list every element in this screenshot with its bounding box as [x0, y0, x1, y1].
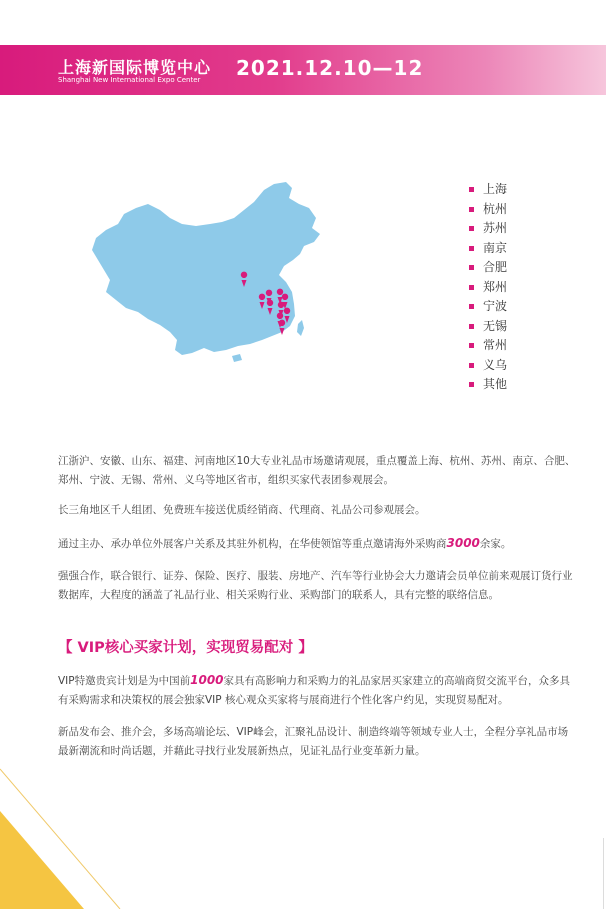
text-segment: VIP特邀贵宾计划是为中国前 — [58, 675, 191, 687]
city-label: 南京 — [483, 240, 508, 255]
square-bullet-icon — [469, 187, 474, 192]
venue-name-cn: 上海新国际博览中心 — [58, 58, 212, 77]
square-bullet-icon — [469, 382, 474, 387]
text-segment: 通过主办、承办单位外展客户关系及其驻外机构，在华使领馆等重点邀请海外采购商 — [58, 538, 447, 550]
list-item — [469, 278, 507, 298]
city-label: 郑州 — [483, 279, 508, 294]
edge-divider — [603, 838, 604, 909]
list-item — [469, 356, 507, 376]
city-label: 其他 — [483, 377, 508, 391]
square-bullet-icon — [469, 226, 474, 231]
text-segment: 余家。 — [479, 538, 512, 550]
square-bullet-icon — [469, 304, 474, 309]
list-item — [469, 180, 507, 200]
china-map-icon — [86, 180, 334, 364]
list-item — [469, 375, 507, 395]
paragraph-vip-program — [58, 671, 578, 710]
city-label: 宁波 — [483, 299, 508, 313]
paragraph-partnerships: 强强合作，联合银行、证券、保险、医疗、服装、房地产、汽车等行业协会大力邀请会员单位前来观展订货行业数据库，大程度的涵盖了礼品行业、相关采购行业、采购部门的联系人，具有完整的联络信息。 — [58, 570, 573, 601]
square-bullet-icon — [469, 363, 474, 368]
text-segment: 家具有高影响力和采购力的礼品家居买家建立的高端商贸交流平台，众多具有采购需求和决策权的展会独家VIP 核心观众买家将与展商进行个性化客户约见，实现贸易配对。 — [58, 675, 571, 706]
city-label: 苏州 — [483, 221, 508, 235]
venue-name-en: Shanghai New International Expo Center — [58, 76, 201, 84]
square-bullet-icon — [469, 265, 474, 270]
city-list — [469, 180, 507, 395]
section-title: 【 VIP核心买家计划，实现贸易配对 】 — [58, 640, 313, 656]
paragraph-group-tours: 长三角地区千人组团、免费班车接送优质经销商、代理商、礼品公司参观展会。 — [58, 504, 426, 516]
list-item — [469, 297, 507, 317]
paragraph-events: 新品发布会、推介会，多场高端论坛、VIP峰会，汇聚礼品设计、制造终端等领域专业人士，全程分享礼品市场最新潮流和时尚话题，并藉此寻找行业发展新热点，见证礼品行业变革新力量。 — [58, 726, 569, 757]
yellow-triangle-shape — [0, 811, 84, 909]
hainan-island-shape — [232, 354, 242, 362]
list-item — [469, 258, 507, 278]
city-label: 上海 — [483, 182, 508, 196]
city-label: 杭州 — [483, 201, 508, 216]
header-banner — [0, 45, 606, 95]
paragraph-regional-invitation: 江浙沪、安徽、山东、福建、河南地区10大专业礼品市场邀请观展，重点覆盖上海、杭州、苏州、南京、合肥、郑州、宁波、无锡、常州、义乌等地区省市，组织买家代表团参观展会。 — [58, 455, 576, 486]
square-bullet-icon — [469, 324, 474, 329]
china-map-shape — [92, 182, 320, 355]
square-bullet-icon — [469, 343, 474, 348]
list-item — [469, 336, 507, 356]
paragraph-overseas-buyers — [58, 534, 578, 554]
list-item — [469, 219, 507, 239]
square-bullet-icon — [469, 207, 474, 212]
corner-decoration — [0, 759, 130, 909]
square-bullet-icon — [469, 246, 474, 251]
taiwan-island-shape — [297, 320, 304, 336]
city-label: 义乌 — [483, 357, 508, 372]
square-bullet-icon — [469, 285, 474, 290]
list-item — [469, 239, 507, 259]
highlight-number: 1000 — [190, 673, 224, 687]
city-label: 无锡 — [483, 318, 508, 333]
city-label: 合肥 — [483, 260, 508, 274]
event-dates: 2021.12.10—12 — [236, 56, 424, 80]
list-item — [469, 200, 507, 220]
highlight-number: 3000 — [446, 536, 480, 550]
city-label: 常州 — [483, 338, 508, 352]
list-item — [469, 317, 507, 337]
